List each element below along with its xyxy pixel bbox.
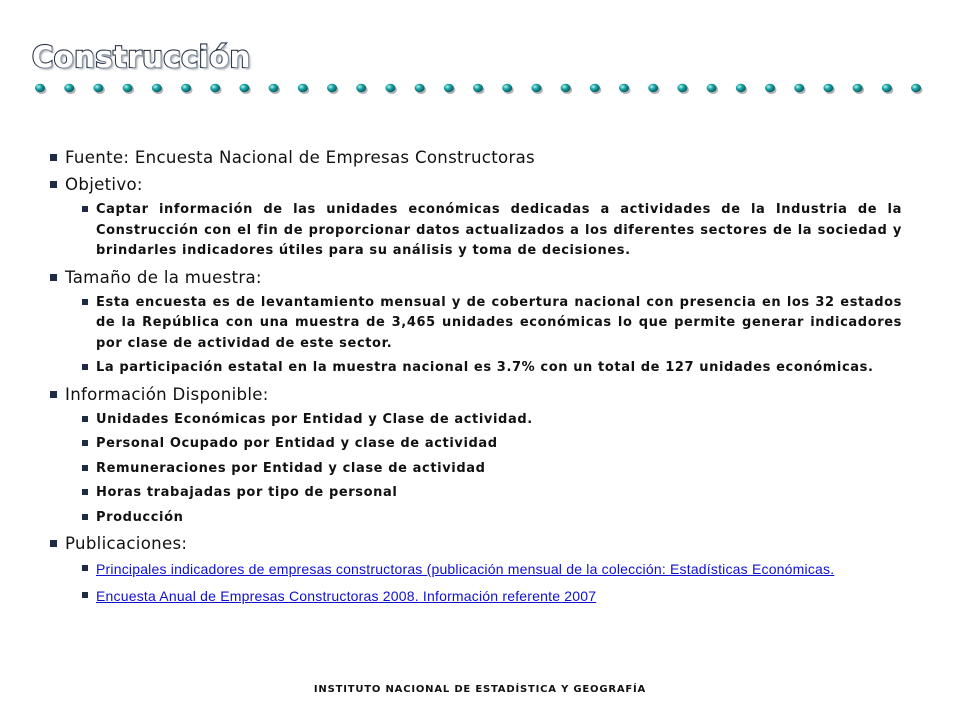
publicacion-link-indicadores[interactable]: Principales indicadores de empresas constructoras (publicación mensual de la colección: Estadísticas Económicas. (96, 561, 835, 577)
square-bullet-icon (82, 299, 88, 305)
decorative-dot (298, 84, 308, 92)
decorative-dot (327, 84, 337, 92)
muestra-label: Tamaño de la muestra: (65, 267, 262, 287)
publicaciones-item (50, 559, 910, 582)
bullet-muestra (50, 266, 910, 289)
bullet-publicaciones (50, 532, 910, 555)
objetivo-item (50, 200, 910, 262)
decorative-dot (64, 84, 74, 92)
informacion-item (50, 459, 910, 480)
informacion-item (50, 483, 910, 504)
decorative-dot (619, 84, 629, 92)
decorative-dot (356, 84, 366, 92)
publicaciones-item (50, 586, 910, 609)
decorative-dot (794, 84, 804, 92)
informacion-item-text: Producción (96, 509, 184, 525)
muestra-item (50, 293, 910, 355)
square-bullet-icon (50, 154, 57, 161)
bullet-fuente (50, 146, 910, 169)
decorative-dot (35, 84, 45, 92)
publicaciones-label: Publicaciones: (65, 534, 188, 553)
square-bullet-icon (82, 364, 88, 370)
decorative-dot (765, 84, 775, 92)
square-bullet-icon (82, 465, 88, 471)
decorative-dot (707, 84, 717, 92)
slide-title: Construcción (32, 40, 251, 74)
decorative-dot (853, 84, 863, 92)
informacion-item-text: Remuneraciones por Entidad y clase de actividad (96, 460, 486, 476)
square-bullet-icon (50, 274, 57, 281)
decorative-dot (677, 84, 687, 92)
square-bullet-icon (82, 416, 88, 422)
decorative-dot (531, 84, 541, 92)
square-bullet-icon (82, 489, 88, 495)
square-bullet-icon (82, 592, 88, 598)
decorative-dot (93, 84, 103, 92)
fuente-text: Fuente: Encuesta Nacional de Empresas Constructoras (65, 148, 536, 167)
square-bullet-icon (50, 391, 57, 398)
decorative-dot (882, 84, 892, 92)
decorative-dot (181, 84, 191, 92)
informacion-item-text: Unidades Económicas por Entidad y Clase de actividad. (96, 411, 533, 427)
objetivo-label: Objetivo: (65, 175, 143, 194)
decorative-dot (590, 84, 600, 92)
decorative-dot (444, 84, 454, 92)
decorative-dot (210, 84, 220, 92)
publicacion-link-encuesta-anual[interactable]: Encuesta Anual de Empresas Constructoras 2008. Información referente 2007 (96, 587, 597, 604)
square-bullet-icon (50, 540, 57, 547)
decorative-dot (123, 84, 133, 92)
decorative-dot (152, 84, 162, 92)
square-bullet-icon (82, 206, 88, 212)
informacion-item (50, 410, 910, 431)
decorative-dot (911, 84, 921, 92)
slide-content (50, 146, 910, 612)
informacion-item (50, 508, 910, 529)
decorative-dot (415, 84, 425, 92)
square-bullet-icon (50, 181, 57, 188)
decorative-dot (239, 84, 249, 92)
muestra-item (50, 358, 910, 379)
decorative-dot (269, 84, 279, 92)
muestra-item-text: Esta encuesta es de levantamiento mensual y de cobertura nacional con presencia en los 32 estados de la República con una muestra de 3,465 unidades económicas lo que permite generar indicadores por clase de actividad de este sector. (96, 294, 902, 351)
muestra-item-text: La participación estatal en la muestra nacional es 3.7% con un total de 127 unidades económicas. (96, 360, 874, 375)
decorative-dot-row (32, 80, 932, 96)
informacion-item-text: Horas trabajadas por tipo de personal (96, 485, 398, 500)
informacion-item-text: Personal Ocupado por Entidad y clase de actividad (96, 436, 498, 451)
square-bullet-icon (82, 440, 88, 446)
decorative-dot (473, 84, 483, 92)
footer-institution: INSTITUTO NACIONAL DE ESTADÍSTICA Y GEOGRAFÍA (313, 684, 647, 695)
objetivo-item-text: Captar información de las unidades económicas dedicadas a actividades de la Industria de la Construcción con el fin de proporcionar datos actualizados a los diferentes sectores de la sociedad y brindarles indicadores útiles para su análisis y toma de decisiones. (96, 202, 902, 258)
decorative-dot (385, 84, 395, 92)
informacion-label: Información Disponible: (65, 384, 269, 404)
decorative-dot (502, 84, 512, 92)
informacion-item (50, 434, 910, 455)
decorative-dot (561, 84, 571, 92)
bullet-objetivo (50, 173, 910, 196)
decorative-dot (736, 84, 746, 92)
square-bullet-icon (82, 565, 88, 571)
square-bullet-icon (82, 514, 88, 520)
decorative-dot (648, 84, 658, 92)
bullet-informacion (50, 383, 910, 406)
decorative-dot (823, 84, 833, 92)
